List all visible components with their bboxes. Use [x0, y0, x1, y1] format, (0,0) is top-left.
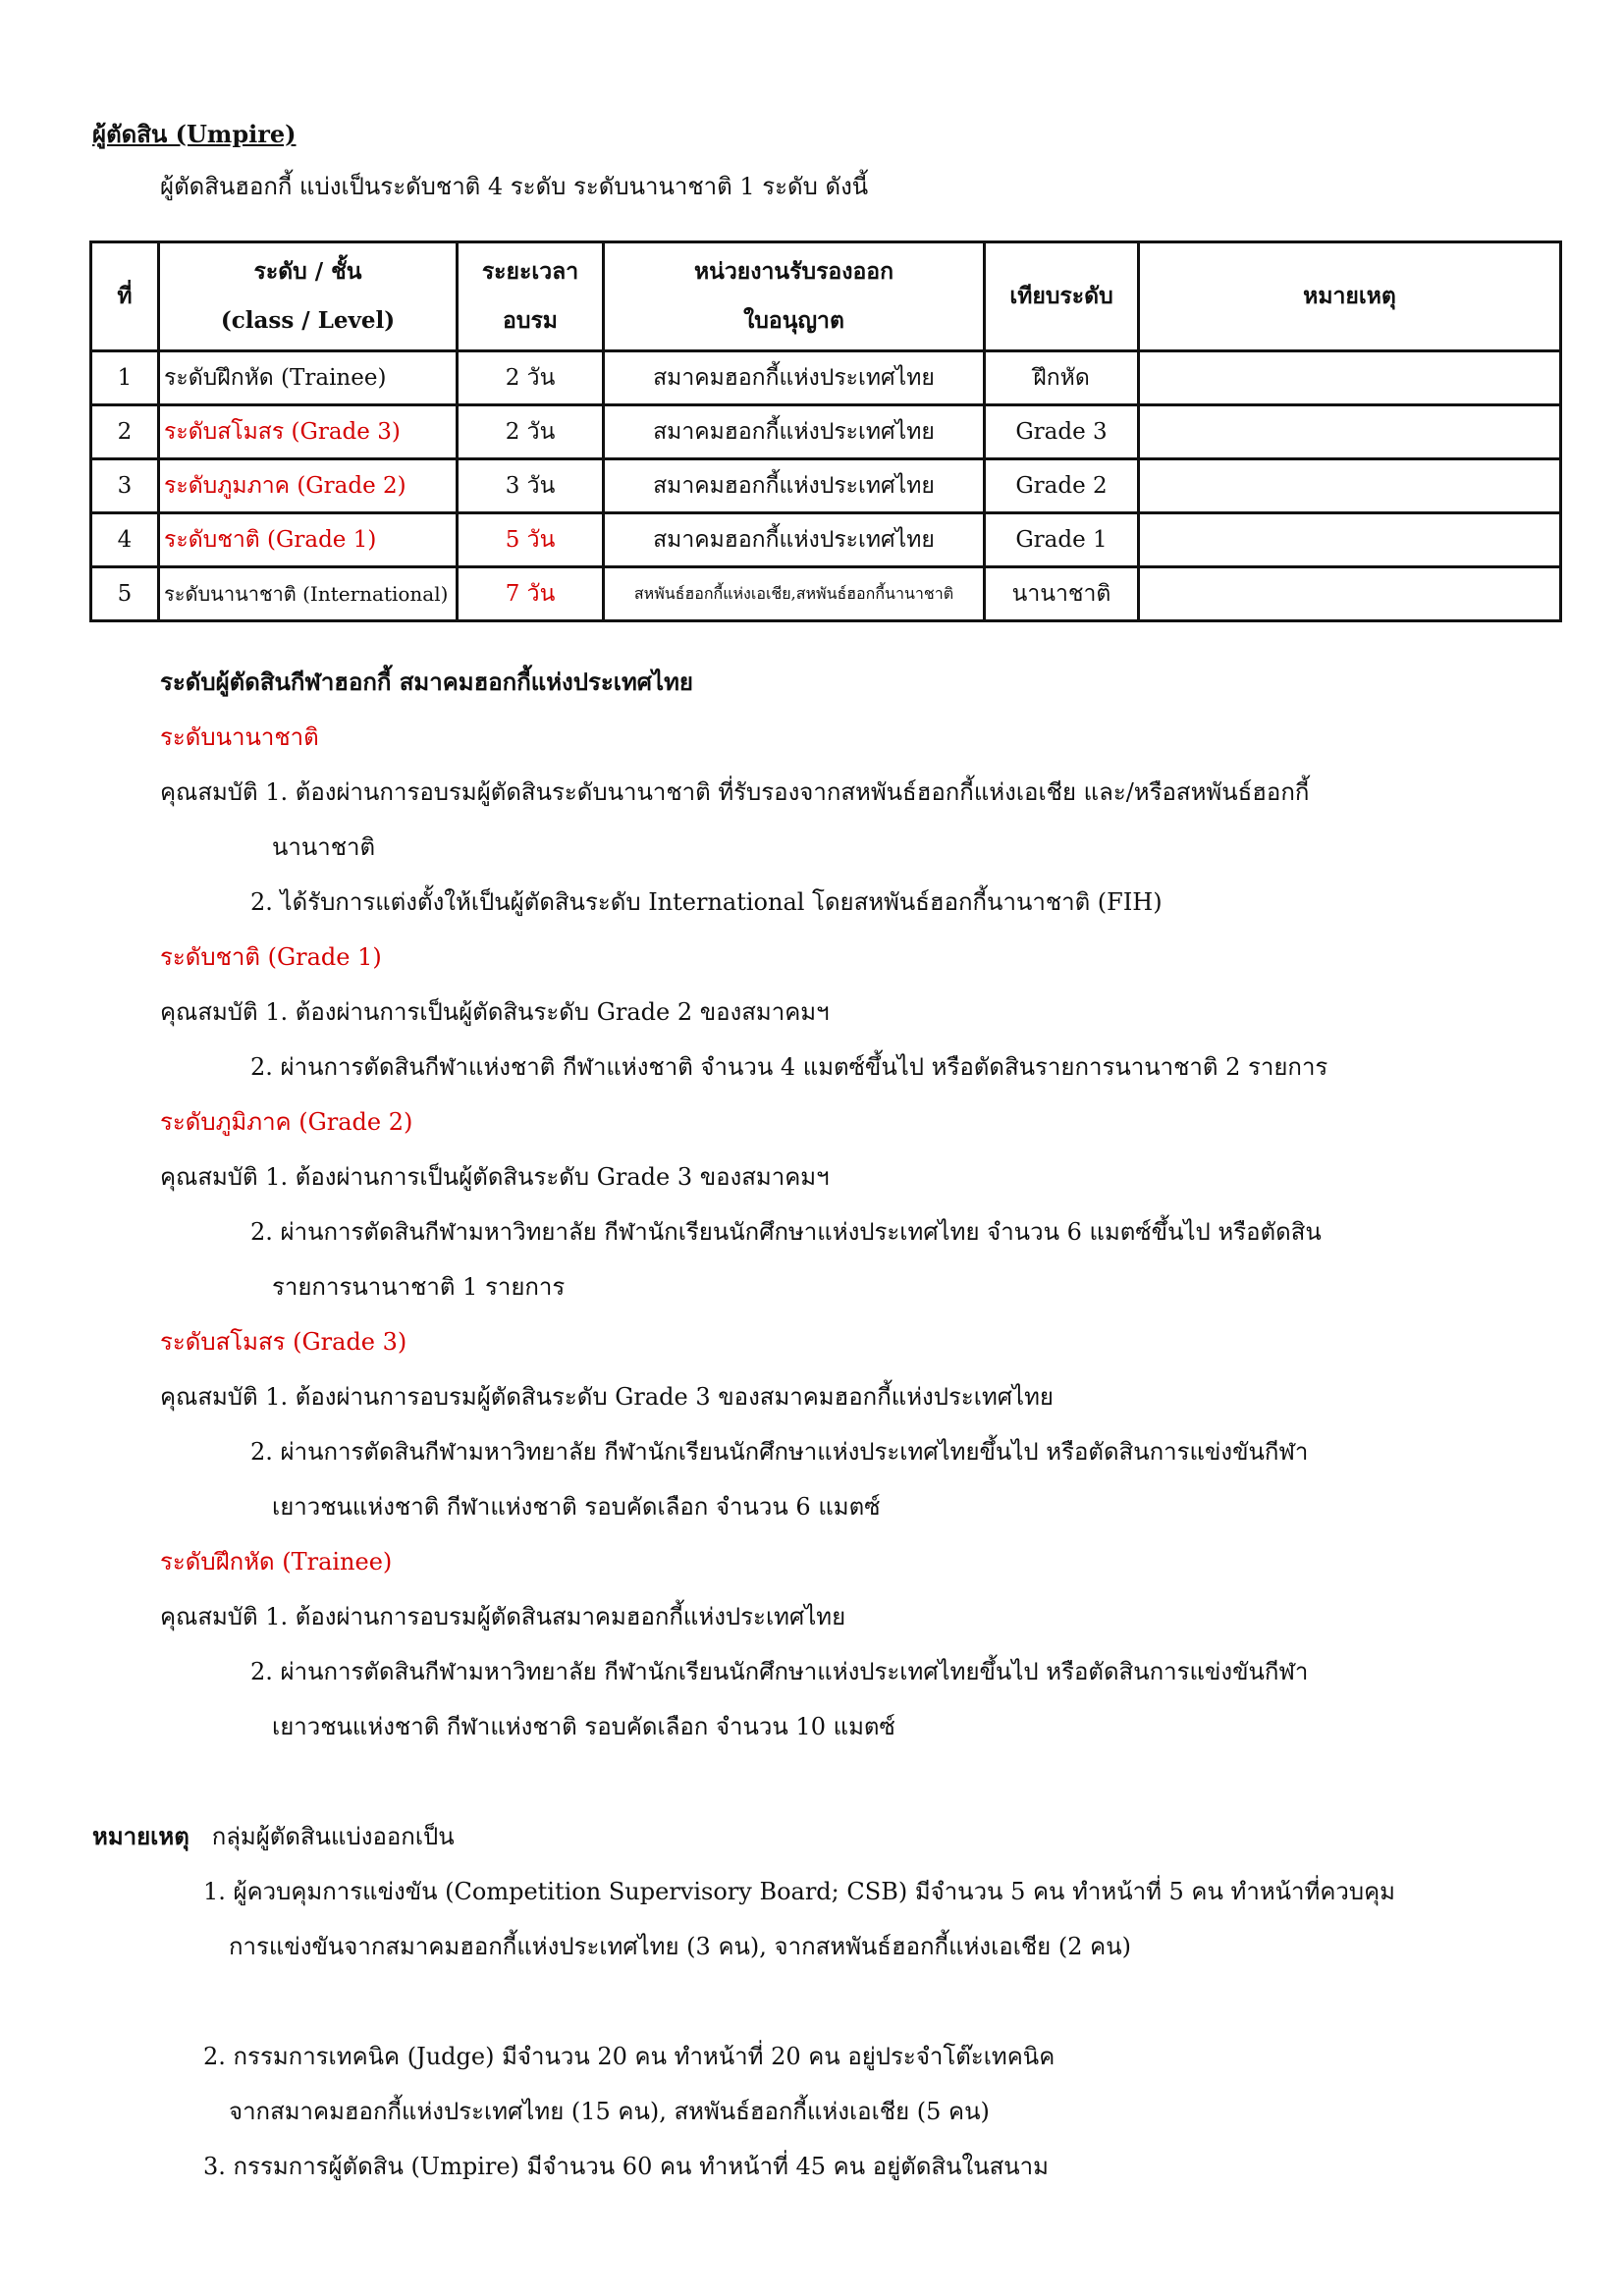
header-level	[159, 242, 458, 351]
note-item-1: 1. ผู้ควบคุมการแข่งขัน (Competition Supervisory Board; CSB) มีจำนวน 5 คน ทำหน้าที่ 5 คน ทำหน้าที่ควบคุม	[203, 1878, 1395, 1905]
grade2-qualification-1: คุณสมบัติ 1. ต้องผ่านการเป็นผู้ตัดสินระดับ Grade 3 ของสมาคมฯ	[160, 1163, 830, 1191]
header-remarks: หมายเหตุ	[1139, 242, 1561, 351]
grade1-qualification-1: คุณสมบัติ 1. ต้องผ่านการเป็นผู้ตัดสินระดับ Grade 2 ของสมาคมฯ	[160, 998, 830, 1026]
table-row	[91, 405, 1561, 459]
cell-issuer: สมาคมฮอกกี้แห่งประเทศไทย	[604, 459, 985, 513]
header-level-line2: (class / Level)	[220, 307, 396, 334]
level-title-grade1: ระดับชาติ (Grade 1)	[160, 943, 382, 971]
note-item-1-cont: การแข่งขันจากสมาคมฮอกกี้แห่งประเทศไทย (3 คน), จากสหพันธ์ฮอกกี้แห่งเอเชีย (2 คน)	[229, 1933, 1131, 1960]
cell-level: ระดับสโมสร (Grade 3)	[159, 405, 458, 459]
header-issuer-line2: ใบอนุญาต	[743, 307, 844, 334]
header-no: ที่	[91, 242, 159, 351]
international-qualification-1-cont: นานาชาติ	[272, 833, 376, 861]
cell-remarks	[1139, 405, 1561, 459]
header-duration-line2: อบรม	[503, 307, 558, 334]
cell-issuer: สหพันธ์ฮอกกี้แห่งเอเชีย,สหพันธ์ฮอกกี้นานาชาติ	[604, 567, 985, 621]
table-row	[91, 351, 1561, 405]
cell-equivalent: Grade 3	[985, 405, 1139, 459]
intro-text: ผู้ตัดสินฮอกกี้ แบ่งเป็นระดับชาติ 4 ระดับ ระดับนานาชาติ 1 ระดับ ดังนี้	[160, 173, 869, 200]
cell-duration: 5 วัน	[458, 513, 604, 567]
note-item-2-cont: จากสมาคมฮอกกี้แห่งประเทศไทย (15 คน), สหพันธ์ฮอกกี้แห่งเอเชีย (5 คน)	[229, 2098, 990, 2125]
header-equivalent: เทียบระดับ	[985, 242, 1139, 351]
cell-equivalent: นานาชาติ	[985, 567, 1139, 621]
cell-level: ระดับภูมภาค (Grade 2)	[159, 459, 458, 513]
header-level-line1: ระดับ / ชั้น	[253, 258, 362, 285]
cell-no: 1	[91, 351, 159, 405]
cell-remarks	[1139, 459, 1561, 513]
grade3-qualification-2-cont: เยาวชนแห่งชาติ กีฬาแห่งชาติ รอบคัดเลือก จำนวน 6 แมตซ์	[272, 1493, 881, 1521]
cell-equivalent: Grade 1	[985, 513, 1139, 567]
page-heading: ผู้ตัดสิน (Umpire)	[92, 120, 297, 148]
header-issuer	[604, 242, 985, 351]
table-row	[91, 567, 1561, 621]
level-title-international: ระดับนานาชาติ	[160, 723, 319, 751]
cell-issuer: สมาคมฮอกกี้แห่งประเทศไทย	[604, 351, 985, 405]
grade2-qualification-2-cont: รายการนานาชาติ 1 รายการ	[272, 1273, 566, 1301]
level-title-trainee: ระดับฝึกหัด (Trainee)	[160, 1548, 393, 1575]
note-item-3: 3. กรรมการผู้ตัดสิน (Umpire) มีจำนวน 60 คน ทำหน้าที่ 45 คน อยู่ตัดสินในสนาม	[203, 2153, 1049, 2180]
note-intro: กลุ่มผู้ตัดสินแบ่งออกเป็น	[211, 1823, 455, 1850]
header-duration	[458, 242, 604, 351]
cell-equivalent: Grade 2	[985, 459, 1139, 513]
cell-issuer: สมาคมฮอกกี้แห่งประเทศไทย	[604, 405, 985, 459]
cell-level: ระดับชาติ (Grade 1)	[159, 513, 458, 567]
grade1-qualification-2: 2. ผ่านการตัดสินกีฬาแห่งชาติ กีฬาแห่งชาติ จำนวน 4 แมตซ์ขึ้นไป หรือตัดสินรายการนานาชาติ 2 รายการ	[250, 1053, 1328, 1081]
cell-remarks	[1139, 351, 1561, 405]
grade3-qualification-2: 2. ผ่านการตัดสินกีฬามหาวิทยาลัย กีฬานักเรียนนักศึกษาแห่งประเทศไทยขึ้นไป หรือตัดสินการแข่งขันกีฬา	[250, 1438, 1309, 1466]
table-row	[91, 459, 1561, 513]
note-label: หมายเหตุ	[92, 1822, 189, 1850]
cell-level: ระดับนานาชาติ (International)	[159, 567, 458, 621]
note-heading	[92, 1817, 455, 1855]
international-qualification-2: 2. ได้รับการแต่งตั้งให้เป็นผู้ตัดสินระดับ International โดยสหพันธ์ฮอกกี้นานาชาติ (FIH)	[250, 888, 1163, 916]
section-title: ระดับผู้ตัดสินกีฬาฮอกกี้ สมาคมฮอกกี้แห่งประเทศไทย	[160, 667, 693, 696]
table-row	[91, 513, 1561, 567]
header-issuer-line1: หน่วยงานรับรองออก	[693, 258, 894, 285]
trainee-qualification-2: 2. ผ่านการตัดสินกีฬามหาวิทยาลัย กีฬานักเรียนนักศึกษาแห่งประเทศไทยขึ้นไป หรือตัดสินการแข่งขันกีฬา	[250, 1658, 1309, 1685]
cell-equivalent: ฝึกหัด	[985, 351, 1139, 405]
umpire-levels-table	[89, 240, 1562, 622]
grade3-qualification-1: คุณสมบัติ 1. ต้องผ่านการอบรมผู้ตัดสินระดับ Grade 3 ของสมาคมฮอกกี้แห่งประเทศไทย	[160, 1383, 1054, 1411]
cell-duration: 7 วัน	[458, 567, 604, 621]
cell-remarks	[1139, 567, 1561, 621]
cell-issuer: สมาคมฮอกกี้แห่งประเทศไทย	[604, 513, 985, 567]
cell-duration: 2 วัน	[458, 405, 604, 459]
trainee-qualification-1: คุณสมบัติ 1. ต้องผ่านการอบรมผู้ตัดสินสมาคมฮอกกี้แห่งประเทศไทย	[160, 1603, 846, 1630]
cell-duration: 3 วัน	[458, 459, 604, 513]
cell-level: ระดับฝึกหัด (Trainee)	[159, 351, 458, 405]
cell-no: 5	[91, 567, 159, 621]
table-header-row	[91, 242, 1561, 351]
cell-duration: 2 วัน	[458, 351, 604, 405]
trainee-qualification-2-cont: เยาวชนแห่งชาติ กีฬาแห่งชาติ รอบคัดเลือก จำนวน 10 แมตซ์	[272, 1713, 895, 1740]
note-item-2: 2. กรรมการเทคนิค (Judge) มีจำนวน 20 คน ทำหน้าที่ 20 คน อยู่ประจำโต๊ะเทคนิค	[203, 2043, 1056, 2070]
cell-no: 4	[91, 513, 159, 567]
cell-remarks	[1139, 513, 1561, 567]
header-duration-line1: ระยะเวลา	[481, 258, 579, 285]
level-title-grade2: ระดับภูมิภาค (Grade 2)	[160, 1108, 413, 1136]
cell-no: 3	[91, 459, 159, 513]
international-qualification-1: คุณสมบัติ 1. ต้องผ่านการอบรมผู้ตัดสินระดับนานาชาติ ที่รับรองจากสหพันธ์ฮอกกี้แห่งเอเชีย และ/หรือสหพันธ์ฮอกกี้	[160, 778, 1310, 806]
grade2-qualification-2: 2. ผ่านการตัดสินกีฬามหาวิทยาลัย กีฬานักเรียนนักศึกษาแห่งประเทศไทย จำนวน 6 แมตซ์ขึ้นไป หรือตัดสิน	[250, 1218, 1322, 1246]
cell-no: 2	[91, 405, 159, 459]
level-title-grade3: ระดับสโมสร (Grade 3)	[160, 1328, 407, 1356]
